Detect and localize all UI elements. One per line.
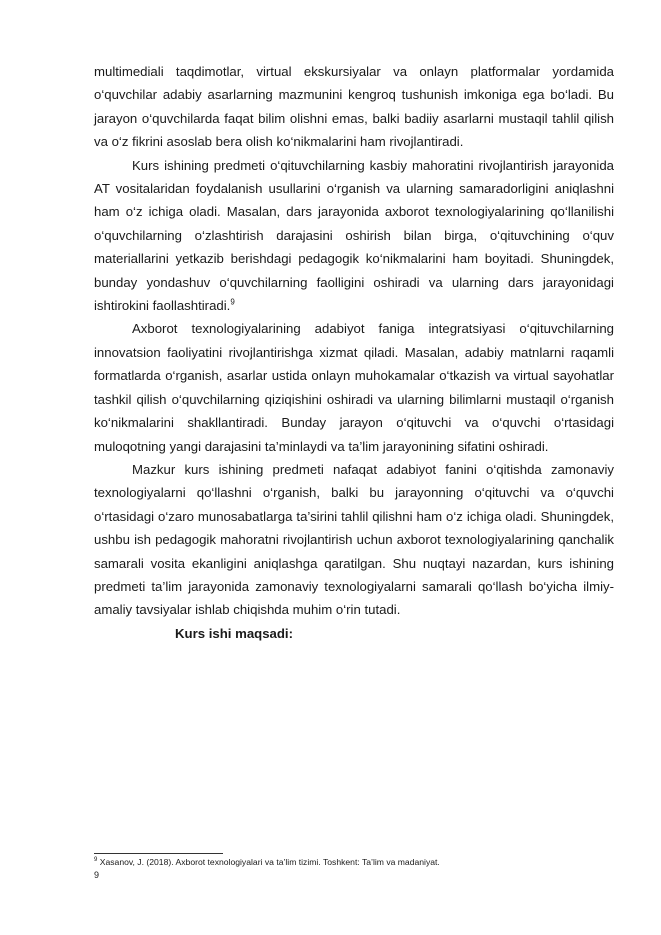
body-text xyxy=(94,60,614,645)
paragraph-2 xyxy=(94,154,614,318)
page-number: 9 xyxy=(94,870,100,880)
footnote-reference[interactable]: 9 xyxy=(230,297,235,307)
paragraph-4 xyxy=(94,458,614,622)
paragraph-1-text: multimediali taqdimotlar, virtual ekskursiyalar va onlayn platformalar yordamida o‘quvchilar adabiy asarlarning mazmunini kengroq tushunish imkoniga ega bo‘ladi. Bu jarayon o‘quvchilarda faqat bilim olishni emas, balki badiiy asarlarni mustaqil tahlil qilish va o‘z fikrini asoslab bera olish ko‘nikmalarini ham rivojlantiradi. xyxy=(94,64,614,150)
paragraph-3-text: Axborot texnologiyalarining adabiyot faniga integratsiyasi o‘qituvchilarning innovatsion faoliyatini rivojlantirishga xizmat qiladi. Masalan, adabiy matnlarni raqamli formatlarda o‘rganish, asarlar ustida onlayn muhokamalar o‘tkazish va virtual sayohatlar tashkil qilish o‘quvchilarning qiziqishini oshiradi va ularning bilimlarni mustaqil o‘rganish ko‘nikmalarini shakllantiradi. Bunday jarayon o‘qituvchi va o‘quvchi o‘rtasidagi muloqotning yangi darajasini ta’minlaydi va ta’lim jarayonining sifatini oshiradi. xyxy=(94,321,614,454)
footnote-divider xyxy=(94,853,223,854)
footnote-text: Xasanov, J. (2018). Axborot texnologiyalari va ta’lim tizimi. Toshkent: Ta’lim va madaniyat. xyxy=(97,857,440,867)
paragraph-2-text: Kurs ishining predmeti o‘qituvchilarning kasbiy mahoratini rivojlantirish jarayonida AT vositalaridan foydalanish usullarini o‘rganish va ularning samaradorligini aniqlashni ham o‘z ichiga oladi. Masalan, dars jarayonida axborot texnologiyalarining qo‘llanilishi o‘quvchilarning o‘zlashtirish darajasini oshirish bilan birga, o‘qituvchining o‘quv materiallarini yetkazib berishdagi pedagogik ko‘nikmalarini ham boyitadi. Shuningdek, bunday yondashuv o‘quvchilarning faolligini oshiradi va ularning dars jarayonidagi ishtirokini faollashtiradi. xyxy=(94,157,614,314)
section-heading: Kurs ishi maqsadi: xyxy=(175,625,293,641)
footnote xyxy=(94,857,614,868)
paragraph-1 xyxy=(94,60,614,154)
footnote-mark: 9 xyxy=(94,857,98,864)
paragraph-4-text: Mazkur kurs ishining predmeti nafaqat adabiyot fanini o‘qitishda zamonaviy texnologiyalarni qo‘llashni o‘rganish, balki bu jarayonning o‘qituvchi va o‘quvchi o‘rtasidagi o‘zaro munosabatlarga ta’sirini tahlil qilishni ham o‘z ichiga oladi. Shuningdek, ushbu ish pedagogik mahoratni rivojlantirish uchun axborot texnologiyalarining qanchalik samarali vosita ekanligini aniqlashga qaratilgan. Shu nuqtayi nazardan, kurs ishining predmeti ta’lim jarayonida zamonaviy texnologiyalarni samarali qo‘llash bo‘yicha ilmiy-amaliy tavsiyalar ishlab chiqishda muhim o‘rin tutadi. xyxy=(94,461,614,618)
paragraph-3 xyxy=(94,317,614,457)
